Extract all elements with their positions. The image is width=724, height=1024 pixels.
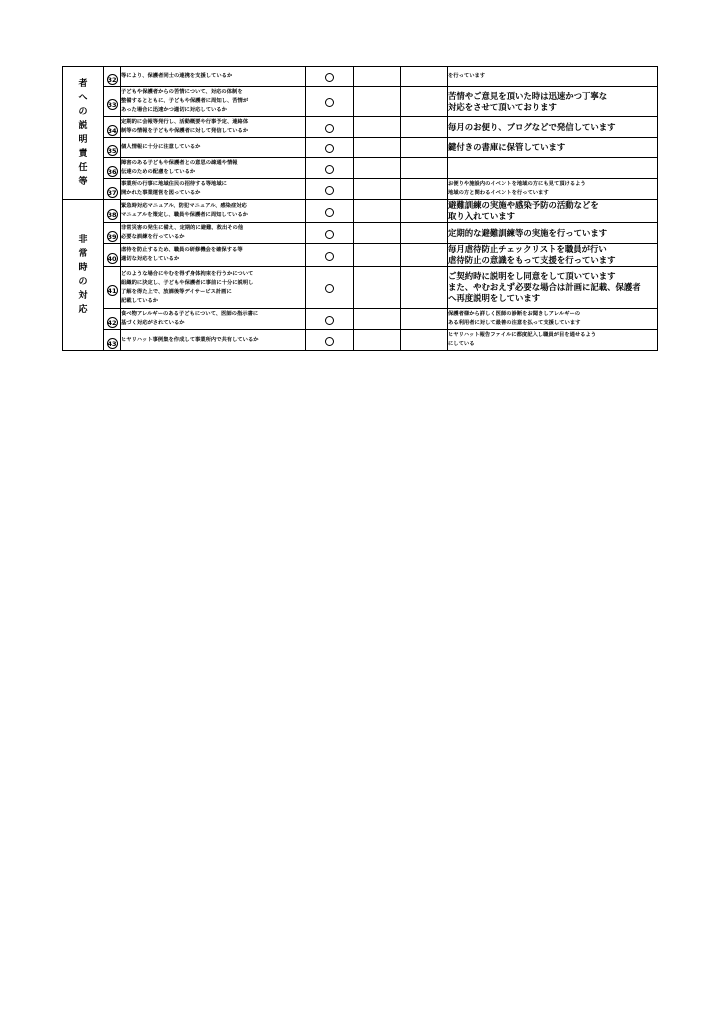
question-text: 子どもや保護者からの苦情について、対応の体制を 整備するとともに、子どもや保護者に周知し、苦情が あった場合に迅速かつ適切に対応しているか: [121, 87, 306, 117]
answer-no-cell: [401, 330, 448, 351]
answer-yes-cell: [306, 158, 354, 179]
item-number: 39: [107, 232, 117, 241]
answer-partial-cell: [354, 117, 401, 138]
item-number-cell: [104, 87, 121, 117]
answer-partial-cell: [354, 179, 401, 200]
item-number: 38: [107, 210, 117, 219]
answer-yes-mark: [325, 208, 334, 217]
answer-no-cell: [401, 67, 448, 87]
item-number-cell: [104, 330, 121, 351]
answer-partial-cell: [354, 200, 401, 223]
item-number: 34: [107, 126, 117, 135]
comment-text: ご契約時に説明をし同意をして頂いています また、やむおえず必要な場合は計画に記載、保護者 へ再度説明をしています: [448, 267, 658, 309]
answer-no-cell: [401, 179, 448, 200]
comment-text: 保護者様から詳しく医師の診断をお聞きしアレルギーの ある利用者に対して最善の注意を払って支援しています: [448, 309, 658, 330]
answer-partial-cell: [354, 138, 401, 158]
answer-no-cell: [401, 244, 448, 267]
question-text: 個人情報に十分に注意しているか: [121, 138, 306, 158]
item-number: 35: [107, 147, 117, 155]
answer-yes-cell: [306, 244, 354, 267]
item-number: 37: [107, 188, 117, 197]
table-row: [63, 330, 658, 351]
question-text: 事業所の行事に地域住民の招待する等地域に 開かれた事業運営を図っているか: [121, 179, 306, 200]
question-text: 等により、保護者同士の連携を支援しているか: [121, 67, 306, 87]
answer-yes-mark: [325, 316, 334, 325]
answer-yes-mark: [325, 73, 334, 82]
answer-no-cell: [401, 309, 448, 330]
answer-yes-mark: [325, 337, 334, 346]
question-text: 非常災害の発生に備え、定期的に避難、救出その他 必要な訓練を行っているか: [121, 223, 306, 244]
answer-yes-cell: [306, 179, 354, 200]
question-text: 虐待を防止するため、職員の研修機会を確保する等 適切な対応をしているか: [121, 244, 306, 267]
section-label: 者への説明責任等: [78, 79, 88, 187]
item-number-cell: [104, 223, 121, 244]
item-number-cell: [104, 117, 121, 138]
table-row: [63, 138, 658, 158]
answer-yes-cell: [306, 200, 354, 223]
answer-no-cell: [401, 117, 448, 138]
answer-yes-cell: [306, 309, 354, 330]
item-number: 43: [107, 339, 117, 348]
answer-yes-mark: [325, 98, 334, 107]
section-label: 非常時の対応: [78, 235, 88, 315]
section-label-cell: [63, 67, 104, 200]
answer-yes-cell: [306, 87, 354, 117]
comment-text: 定期的な避難訓練等の実施を行っています: [448, 223, 658, 244]
item-number-cell: [104, 200, 121, 223]
item-number-cell: [104, 138, 121, 158]
answer-yes-mark: [325, 165, 334, 174]
comment-text: を行っています: [448, 67, 658, 87]
comment-text: 毎月のお便り、ブログなどで発信しています: [448, 117, 658, 138]
table-row: [63, 267, 658, 309]
item-number-cell: [104, 158, 121, 179]
answer-partial-cell: [354, 330, 401, 351]
answer-partial-cell: [354, 67, 401, 87]
comment-text: 鍵付きの書庫に保管しています: [448, 138, 658, 158]
question-text: 定期的に会報等発行し、活動概要や行事予定、連絡体 制等の情報を子どもや保護者に対して発信しているか: [121, 117, 306, 138]
answer-partial-cell: [354, 267, 401, 309]
answer-no-cell: [401, 267, 448, 309]
item-number: 33: [107, 101, 117, 109]
question-text: 緊急時対応マニュアル、防犯マニュアル、感染症対応 マニュアルを策定し、職員や保護者に周知しているか: [121, 200, 306, 223]
answer-partial-cell: [354, 244, 401, 267]
evaluation-table: [62, 66, 658, 351]
answer-no-cell: [401, 200, 448, 223]
section-label-cell: [63, 200, 104, 351]
table-row: [63, 309, 658, 330]
item-number-cell: [104, 267, 121, 309]
question-text: ヒヤリハット事例集を作成して事業所内で共有しているか: [121, 330, 306, 351]
item-number: 41: [107, 287, 117, 295]
item-number-cell: [104, 179, 121, 200]
question-text: 障害のある子どもや保護者との意思の疎通や情報 伝達のための配慮をしているか: [121, 158, 306, 179]
answer-yes-cell: [306, 138, 354, 158]
answer-yes-cell: [306, 67, 354, 87]
answer-yes-mark: [325, 124, 334, 133]
answer-yes-mark: [325, 284, 334, 293]
item-number-cell: [104, 244, 121, 267]
comment-text: 毎月虐待防止チェックリストを職員が行い 虐待防止の意識をもって支援を行っています: [448, 244, 658, 267]
answer-yes-cell: [306, 330, 354, 351]
answer-partial-cell: [354, 309, 401, 330]
answer-no-cell: [401, 158, 448, 179]
answer-no-cell: [401, 223, 448, 244]
answer-yes-mark: [325, 230, 334, 239]
answer-yes-cell: [306, 117, 354, 138]
question-text: どのような場合にやむを得ず身体拘束を行うかについて 組織的に決定し、子どもや保護者に事前に十分に説明し 了解を得た上で、放課後等デイサービス計画に 記載しているか: [121, 267, 306, 309]
item-number: 40: [107, 254, 117, 263]
answer-yes-mark: [325, 186, 334, 195]
answer-yes-cell: [306, 223, 354, 244]
item-number-cell: [104, 309, 121, 330]
answer-yes-mark: [325, 144, 334, 153]
table-row: [63, 158, 658, 179]
table-row: [63, 179, 658, 200]
comment-text: [448, 158, 658, 179]
answer-yes-cell: [306, 267, 354, 309]
table-row: [63, 244, 658, 267]
table-row: [63, 87, 658, 117]
answer-partial-cell: [354, 223, 401, 244]
table-row: [63, 117, 658, 138]
question-text: 食べ物アレルギーのある子どもについて、医師の指示書に 基づく対応がされているか: [121, 309, 306, 330]
comment-text: 避難訓練の実施や感染予防の活動などを 取り入れています: [448, 200, 658, 223]
item-number-cell: [104, 67, 121, 87]
table-row: [63, 67, 658, 87]
item-number: 32: [107, 76, 117, 84]
table-row: [63, 223, 658, 244]
comment-text: ヒヤリハット報告ファイルに都度記入し職員が目を通せるよう にしている: [448, 330, 658, 351]
item-number: 42: [107, 318, 117, 327]
answer-no-cell: [401, 87, 448, 117]
answer-no-cell: [401, 138, 448, 158]
comment-text: 苦情やご意見を頂いた時は迅速かつ丁寧な 対応をさせて頂いております: [448, 87, 658, 117]
answer-partial-cell: [354, 87, 401, 117]
comment-text: お便りや施設内のイベントを地域の方にも見て頂けるよう 地域の方と関わるイベントを行っています: [448, 179, 658, 200]
answer-yes-mark: [325, 252, 334, 261]
item-number: 36: [107, 167, 117, 176]
table-row: [63, 200, 658, 223]
answer-partial-cell: [354, 158, 401, 179]
